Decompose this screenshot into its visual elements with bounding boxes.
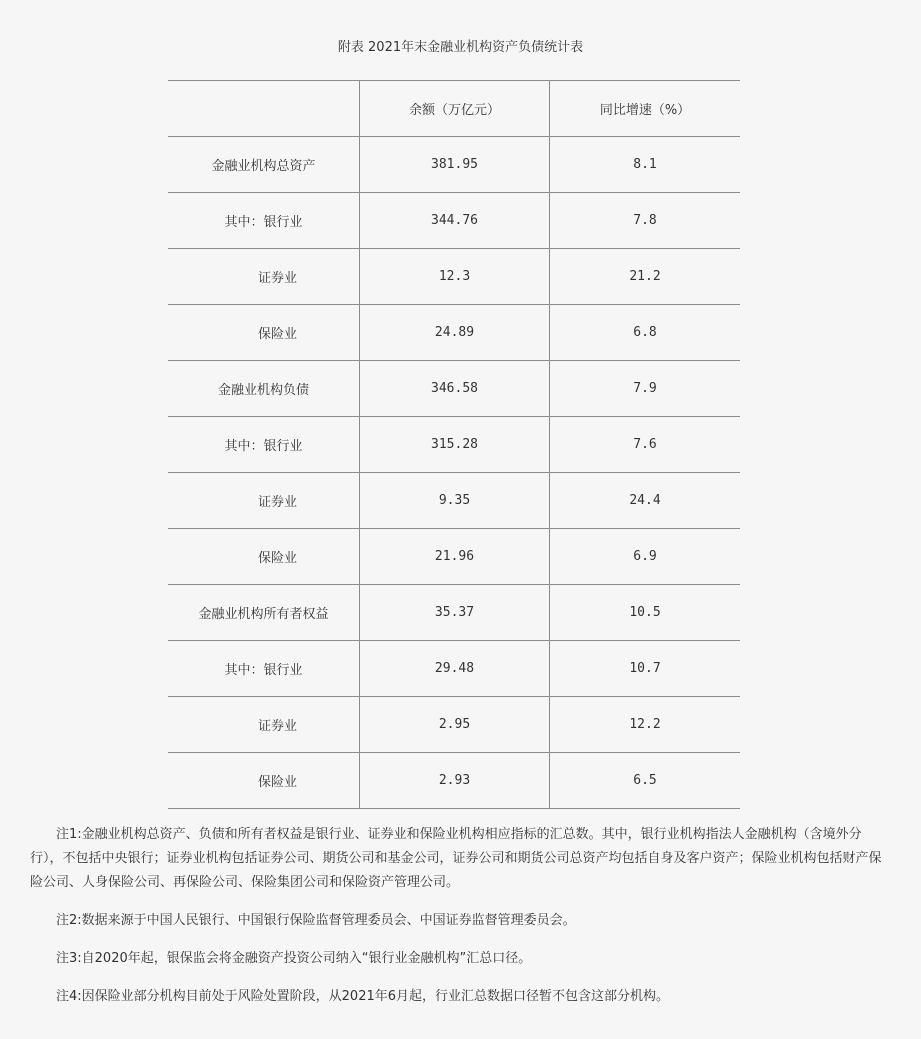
row-label: 其中：银行业 xyxy=(224,439,303,454)
row-label-cell xyxy=(168,137,360,193)
table-row xyxy=(168,473,740,529)
table-row xyxy=(168,697,740,753)
balance-cell: 21.96 xyxy=(360,529,550,585)
statistics-table xyxy=(168,80,740,809)
row-label: 其中：银行业 xyxy=(224,215,303,230)
balance-cell: 12.3 xyxy=(360,249,550,305)
table-row xyxy=(168,361,740,417)
table-row xyxy=(168,529,740,585)
table-row xyxy=(168,193,740,249)
balance-cell: 346.58 xyxy=(360,361,550,417)
growth-cell: 6.5 xyxy=(550,753,741,809)
row-label-cell xyxy=(168,361,360,417)
row-label-cell xyxy=(168,249,360,305)
growth-cell: 12.2 xyxy=(550,697,741,753)
table-row xyxy=(168,641,740,697)
row-label-cell xyxy=(168,753,360,809)
growth-cell: 10.7 xyxy=(550,641,741,697)
table-row xyxy=(168,585,740,641)
row-label-cell xyxy=(168,473,360,529)
row-label-cell xyxy=(168,529,360,585)
balance-cell: 315.28 xyxy=(360,417,550,473)
row-label: 金融业机构总资产 xyxy=(211,159,316,174)
row-label: 保险业 xyxy=(257,327,297,342)
balance-cell: 381.95 xyxy=(360,137,550,193)
table-row xyxy=(168,137,740,193)
note-2: 注2:数据来源于中国人民银行、中国银行保险监督管理委员会、中国证券监督管理委员会。 xyxy=(56,913,576,928)
growth-cell: 10.5 xyxy=(550,585,741,641)
growth-cell: 7.8 xyxy=(550,193,741,249)
note-3: 注3:自2020年起，银保监会将金融资产投资公司纳入“银行业金融机构”汇总口径。 xyxy=(56,951,532,966)
growth-cell: 8.1 xyxy=(550,137,741,193)
table-body xyxy=(168,81,740,809)
balance-cell: 2.95 xyxy=(360,697,550,753)
balance-cell: 35.37 xyxy=(360,585,550,641)
balance-cell: 24.89 xyxy=(360,305,550,361)
growth-cell: 6.9 xyxy=(550,529,741,585)
header-cell-growth: 同比增速（%） xyxy=(550,81,741,137)
row-label-cell xyxy=(168,193,360,249)
row-label: 金融业机构所有者权益 xyxy=(198,607,329,622)
growth-cell: 24.4 xyxy=(550,473,741,529)
notes-section xyxy=(30,823,890,1023)
row-label-cell xyxy=(168,697,360,753)
table-row xyxy=(168,305,740,361)
header-cell-balance: 余额（万亿元） xyxy=(360,81,550,137)
growth-cell: 7.9 xyxy=(550,361,741,417)
row-label: 保险业 xyxy=(257,775,297,790)
table-row xyxy=(168,249,740,305)
row-label: 金融业机构负债 xyxy=(217,383,309,398)
note-4: 注4:因保险业部分机构目前处于风险处置阶段，从2021年6月起，行业汇总数据口径暂不包含这部分机构。 xyxy=(56,989,670,1004)
row-label: 证券业 xyxy=(257,271,297,286)
row-label: 证券业 xyxy=(257,719,297,734)
balance-cell: 9.35 xyxy=(360,473,550,529)
header-cell-label xyxy=(168,81,360,137)
row-label: 证券业 xyxy=(257,495,297,510)
table-row xyxy=(168,417,740,473)
row-label-cell xyxy=(168,305,360,361)
balance-cell: 344.76 xyxy=(360,193,550,249)
row-label-cell xyxy=(168,585,360,641)
table-row xyxy=(168,753,740,809)
note-1: 注1:金融业机构总资产、负债和所有者权益是银行业、证券业和保险业机构相应指标的汇总数。其中，银行业机构指法人金融机构（含境外分行），不包括中央银行；证券业机构包括证券公司、期货公司和基金公司，证券公司和期货公司总资产均包括自身及客户资产；保险业机构包括财产保险公司、人身保险公司、再保险公司、保险集团公司和保险资产管理公司。 xyxy=(30,827,882,890)
balance-cell: 29.48 xyxy=(360,641,550,697)
growth-cell: 7.6 xyxy=(550,417,741,473)
row-label: 其中：银行业 xyxy=(224,663,303,678)
table-title: 附表 2021年末金融业机构资产负债统计表 xyxy=(337,40,584,55)
row-label: 保险业 xyxy=(257,551,297,566)
balance-cell: 2.93 xyxy=(360,753,550,809)
row-label-cell xyxy=(168,417,360,473)
growth-cell: 6.8 xyxy=(550,305,741,361)
growth-cell: 21.2 xyxy=(550,249,741,305)
row-label-cell xyxy=(168,641,360,697)
table-header-row xyxy=(168,81,740,137)
